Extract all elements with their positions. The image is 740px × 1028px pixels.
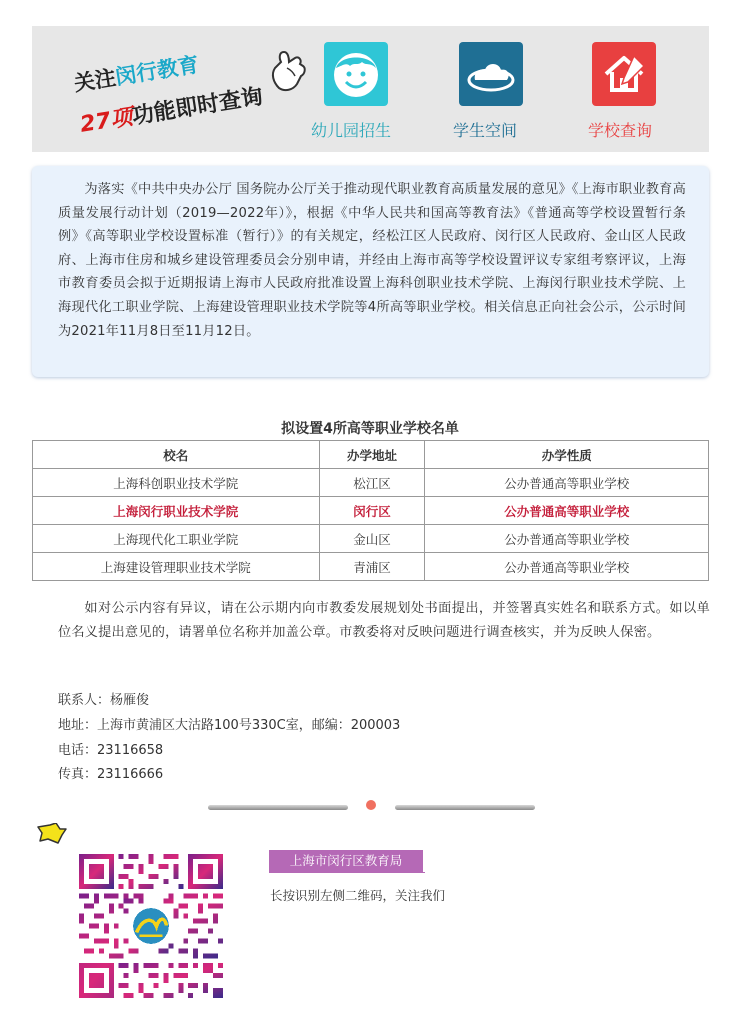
school-search-label[interactable]: 学校查询 xyxy=(588,121,653,140)
school-location: 金山区 xyxy=(319,525,425,553)
kindergarten-label[interactable]: 幼儿园招生 xyxy=(311,121,392,140)
school-location: 闵行区 xyxy=(319,497,425,525)
qr-code[interactable] xyxy=(79,853,223,999)
follow-hint: 长按识别左侧二维码，关注我们 xyxy=(270,888,446,903)
student-space-tile[interactable] xyxy=(459,42,523,106)
contact-address: 地址：上海市黄浦区大沽路100号330C室，邮编：200003 xyxy=(58,718,401,733)
pointing-hand-icon xyxy=(267,48,309,94)
objection-text: 如对公示内容有异议，请在公示期内向市教委发展规划处书面提出，并签署真实姓名和联系方式。如以单位名义提出意见的，请署单位名称并加盖公章。市教委将对反映问题进行调查核实，并为反映人保密。 xyxy=(58,601,710,640)
school-type: 公办普通高等职业学校 xyxy=(425,553,709,581)
promo-banner[interactable] xyxy=(32,26,709,152)
star-icon xyxy=(36,823,68,845)
divider-bar-right xyxy=(395,805,535,810)
notice-text: 为落实《中共中央办公厅 国务院办公厅关于推动现代职业教育高质量发展的意见》《上海市职业教育高质量发展行动计划（2019—2022年）》，根据《中华人民共和国高等教育法》《普通高等学校设置暂行条例》《高等职业学校设置标准（暂行）》的有关规定，经松江区人民政府、闵行区人民政府、金山区人民政府、上海市住房和城乡建设管理委员会分别申请，并经由上海市高等学校设置评议专家组考察评议，上海市教育委员会拟于近期报请上海市人民政府批准设置上海科创职业技术学院、上海闵行职业技术学院、上海现代化工职业学院、上海建设管理职业技术学院等4所高等职业学校。相关信息正向社会公示，公示时间为2021年11月8日至11月12日。 xyxy=(58,182,686,339)
school-type: 公办普通高等职业学校 xyxy=(425,497,709,525)
schools-table xyxy=(32,440,709,581)
header-type: 办学性质 xyxy=(425,441,709,469)
school-search-tile[interactable] xyxy=(592,42,656,106)
divider-dot xyxy=(366,800,376,810)
school-location: 青浦区 xyxy=(319,553,425,581)
promo-highlight: 闵行教育 xyxy=(113,52,201,90)
divider-bar-left xyxy=(208,805,348,810)
header-location: 办学地址 xyxy=(319,441,425,469)
section-divider xyxy=(0,799,740,815)
school-type: 公办普通高等职业学校 xyxy=(425,525,709,553)
promo-text xyxy=(72,48,282,138)
school-name: 上海闵行职业技术学院 xyxy=(33,497,320,525)
smiley-face-icon xyxy=(324,42,388,106)
school-type: 公办普通高等职业学校 xyxy=(425,469,709,497)
promo-num: 27项 xyxy=(78,104,135,138)
promo-prefix: 关注 xyxy=(72,65,118,96)
table-header-row xyxy=(33,441,709,469)
school-name: 上海现代化工职业学院 xyxy=(33,525,320,553)
table-row xyxy=(33,525,709,553)
contact-fax: 传真：23116666 xyxy=(58,767,164,782)
table-row xyxy=(33,553,709,581)
school-name: 上海建设管理职业技术学院 xyxy=(33,553,320,581)
brand-tag-underline xyxy=(269,872,425,873)
table-title: 拟设置4所高等职业学校名单 xyxy=(281,421,459,437)
table-row xyxy=(33,469,709,497)
cloud-icon xyxy=(459,42,523,106)
promo-line-1 xyxy=(72,48,201,97)
table-row-highlighted xyxy=(33,497,709,525)
student-space-label[interactable]: 学生空间 xyxy=(453,121,518,140)
brand-tag: 上海市闵行区教育局 xyxy=(269,850,423,872)
school-location: 松江区 xyxy=(319,469,425,497)
school-name: 上海科创职业技术学院 xyxy=(33,469,320,497)
kindergarten-tile[interactable] xyxy=(324,42,388,106)
notice-box xyxy=(32,166,709,377)
promo-suffix: 功能即时查询 xyxy=(130,84,265,130)
header-name: 校名 xyxy=(33,441,320,469)
house-icon xyxy=(592,42,656,106)
contact-phone: 电话：23116658 xyxy=(58,743,164,758)
contact-person: 联系人：杨雁俊 xyxy=(58,693,150,708)
